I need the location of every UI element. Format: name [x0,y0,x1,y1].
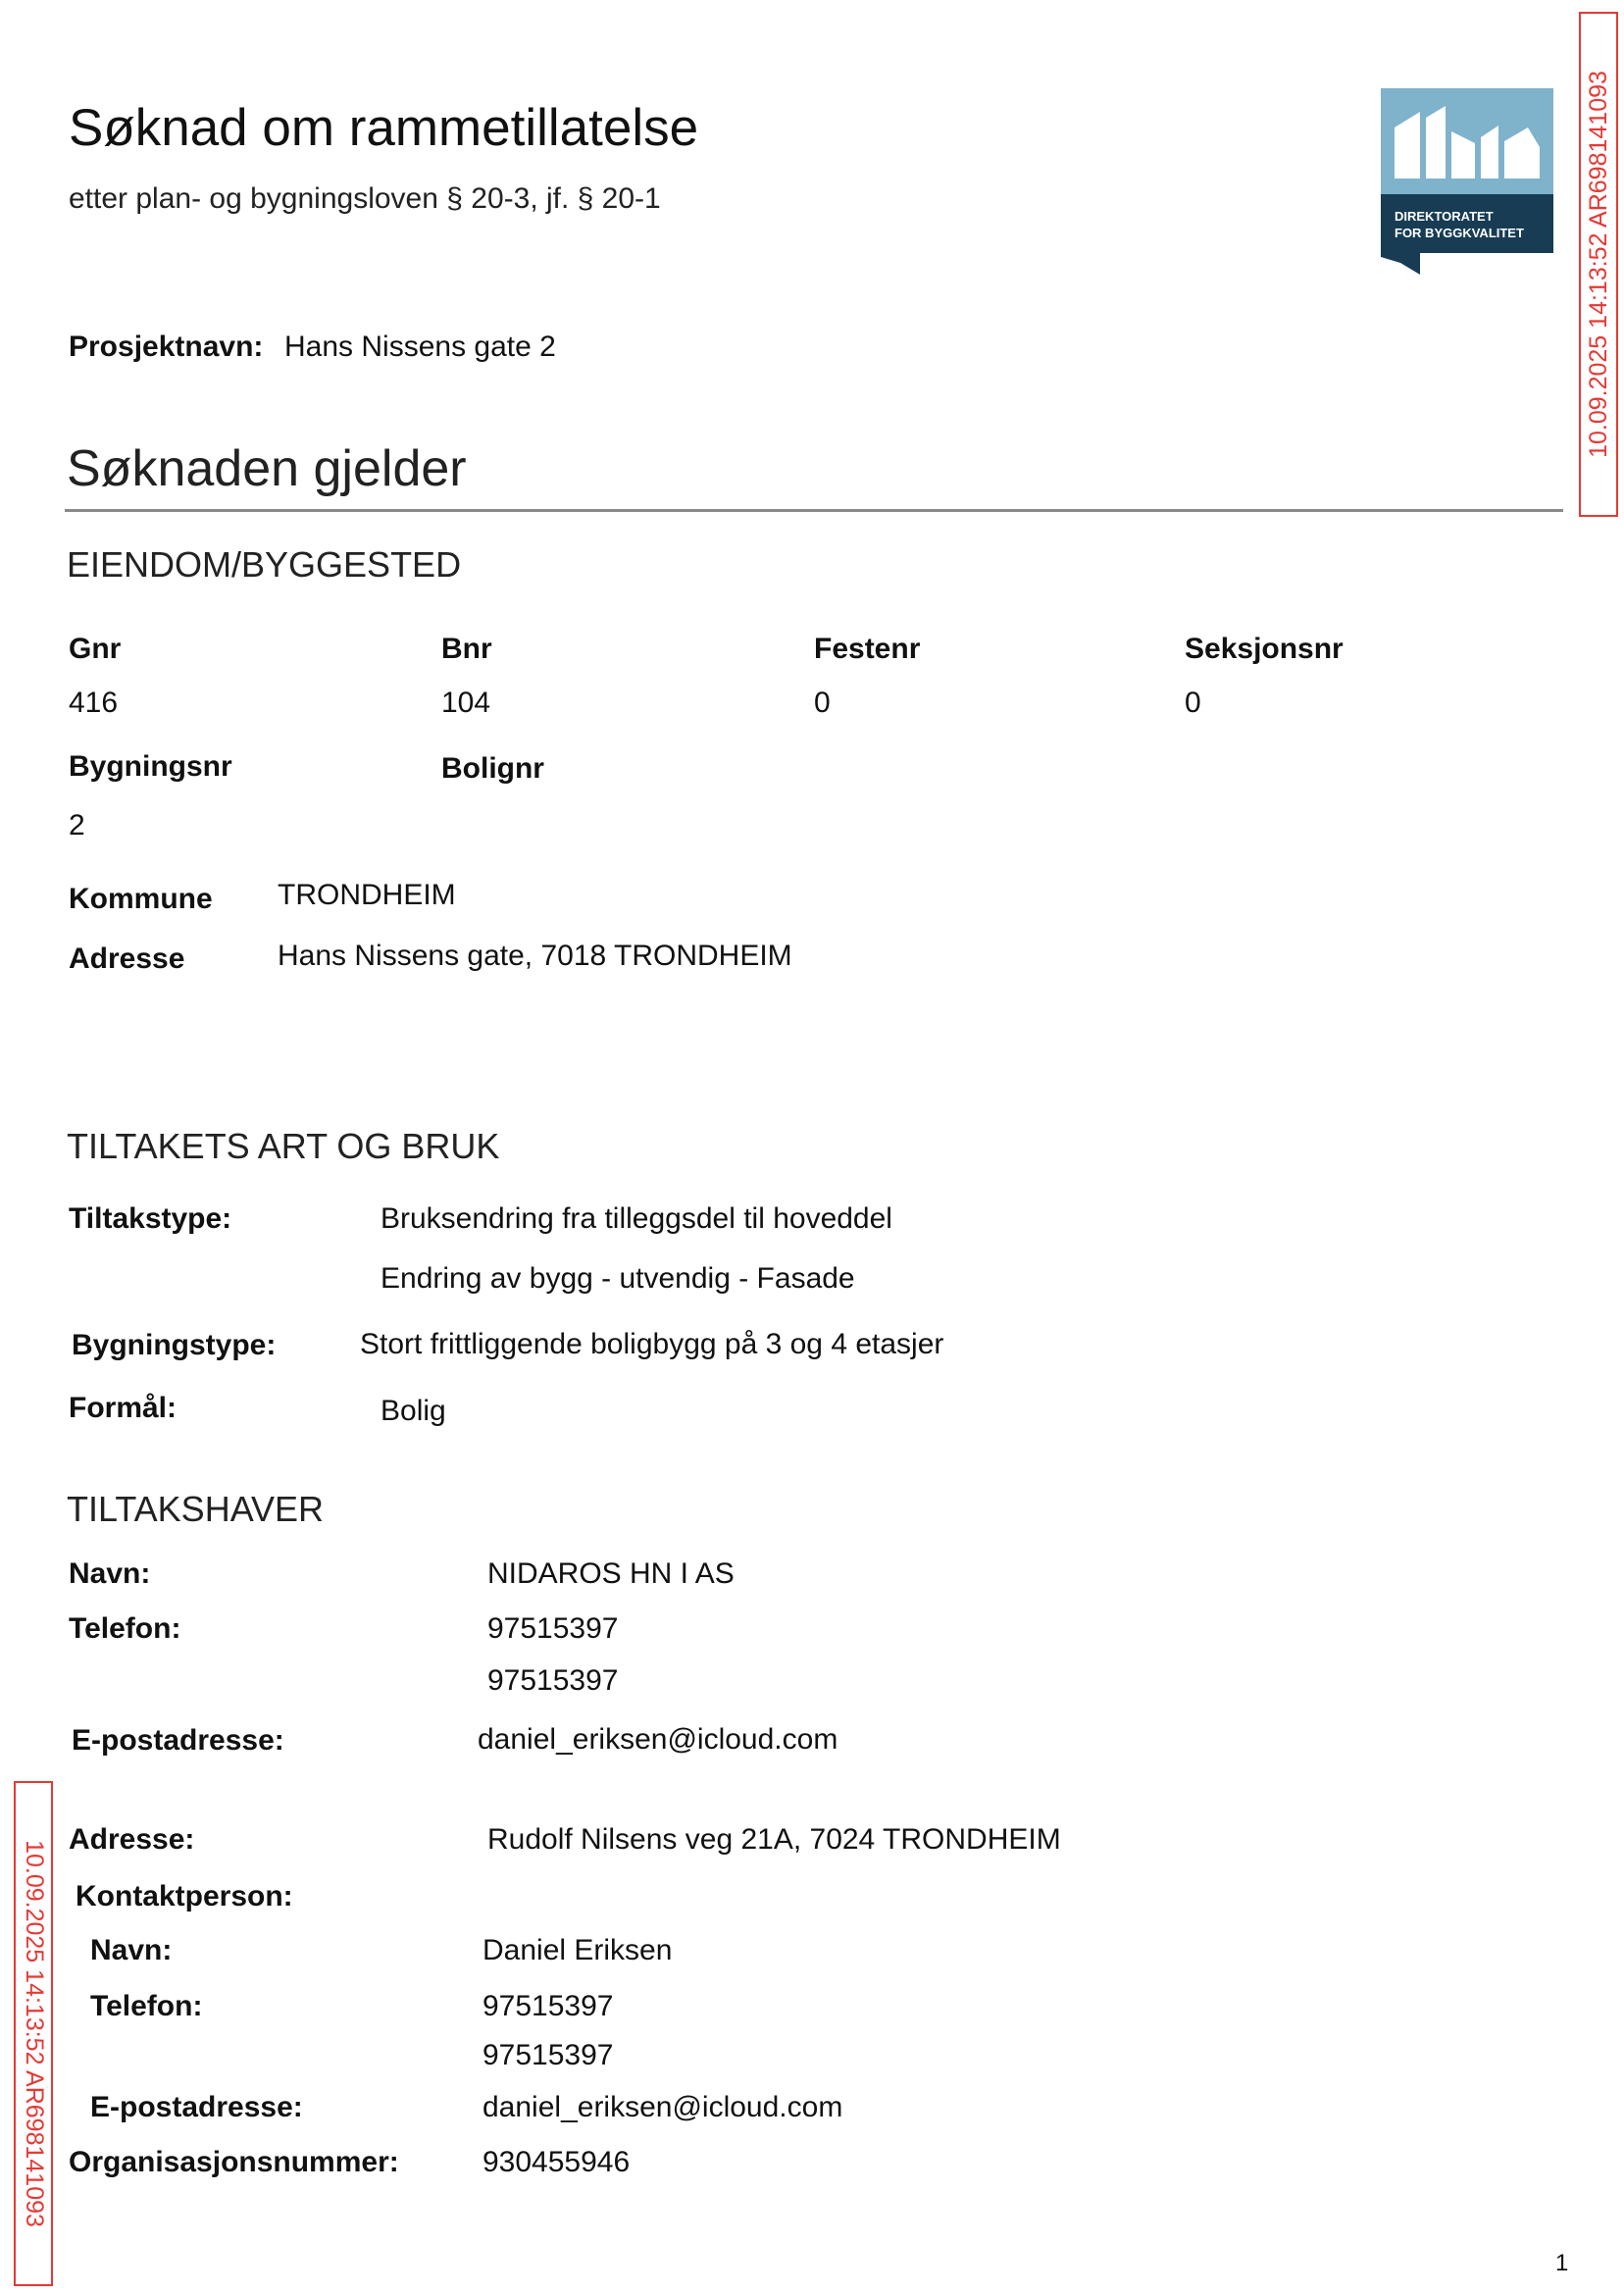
tiltakstype-value-2: Endring av bygg - utvendig - Fasade [381,1262,855,1295]
tiltakstype-label: Tiltakstype: [69,1202,232,1235]
bnr-label: Bnr [441,633,492,665]
document-subtitle: etter plan- og bygningsloven § 20-3, jf. § 20-1 [69,182,661,215]
owner-heading: TILTAKSHAVER [67,1489,325,1529]
owner-navn-label: Navn: [69,1557,151,1590]
gnr-value: 416 [69,687,119,719]
bygningstype-value: Stort frittliggende boligbygg på 3 og 4 etasjer [360,1328,944,1360]
measure-heading: TILTAKETS ART OG BRUK [67,1126,500,1166]
bnr-value: 104 [441,687,491,719]
seksjonsnr-value: 0 [1185,687,1201,719]
logo-line1: DIREKTORATET [1395,209,1494,224]
contact-telefon-value-1: 97515397 [482,1990,614,2022]
property-heading: EIENDOM/BYGGESTED [67,544,462,585]
orgnr-label: Organisasjonsnummer: [69,2146,399,2178]
adresse-value: Hans Nissens gate, 7018 TRONDHEIM [278,940,792,972]
document-title: Søknad om rammetillatelse [69,99,699,157]
bolignr-label: Bolignr [441,752,544,785]
owner-epost-label: E-postadresse: [72,1724,284,1757]
project-name-label: Prosjektnavn: [69,331,264,363]
timestamp-text-top: 10.09.2025 14:13:52 AR698141093 [1584,71,1612,458]
festenr-label: Festenr [814,633,921,665]
festenr-value: 0 [814,687,831,719]
logo-line2: FOR BYGGKVALITET [1395,226,1524,240]
owner-adresse-label: Adresse: [69,1823,195,1856]
page-number: 1 [1555,2250,1569,2276]
formal-label: Formål: [69,1392,178,1424]
contact-telefon-value-2: 97515397 [482,2039,614,2071]
formal-value: Bolig [381,1395,446,1427]
owner-telefon-label: Telefon: [69,1612,181,1645]
gnr-label: Gnr [69,633,122,665]
kontaktperson-label: Kontaktperson: [76,1880,293,1912]
bygningsnr-label: Bygningsnr [69,750,232,783]
orgnr-value: 930455946 [482,2146,631,2178]
dibk-logo [1381,88,1553,275]
contact-navn-value: Daniel Eriksen [482,1934,673,1966]
timestamp-stamp-top [1579,12,1618,517]
contact-epost-value: daniel_eriksen@icloud.com [482,2091,843,2123]
section-heading: Søknaden gjelder [67,440,467,497]
owner-telefon-value-1: 97515397 [487,1612,619,1645]
owner-adresse-value: Rudolf Nilsens veg 21A, 7024 TRONDHEIM [487,1823,1061,1856]
seksjonsnr-label: Seksjonsnr [1185,633,1344,665]
adresse-label: Adresse [69,943,185,975]
tiltakstype-value-1: Bruksendring fra tilleggsdel til hoveddel [381,1202,892,1235]
kommune-label: Kommune [69,883,213,915]
timestamp-text-bottom: 10.09.2025 14:13:52 AR698141093 [20,1840,48,2227]
section-divider [65,509,1563,512]
timestamp-stamp-bottom [14,1781,53,2286]
bygningsnr-value: 2 [69,809,85,841]
owner-epost-value: daniel_eriksen@icloud.com [478,1723,838,1756]
project-name-value: Hans Nissens gate 2 [284,331,556,363]
contact-navn-label: Navn: [90,1934,173,1966]
owner-navn-value: NIDAROS HN I AS [487,1557,735,1590]
kommune-value: TRONDHEIM [278,879,456,911]
bygningstype-label: Bygningstype: [72,1329,277,1361]
contact-telefon-label: Telefon: [90,1990,203,2022]
contact-epost-label: E-postadresse: [90,2091,303,2123]
owner-telefon-value-2: 97515397 [487,1664,619,1697]
